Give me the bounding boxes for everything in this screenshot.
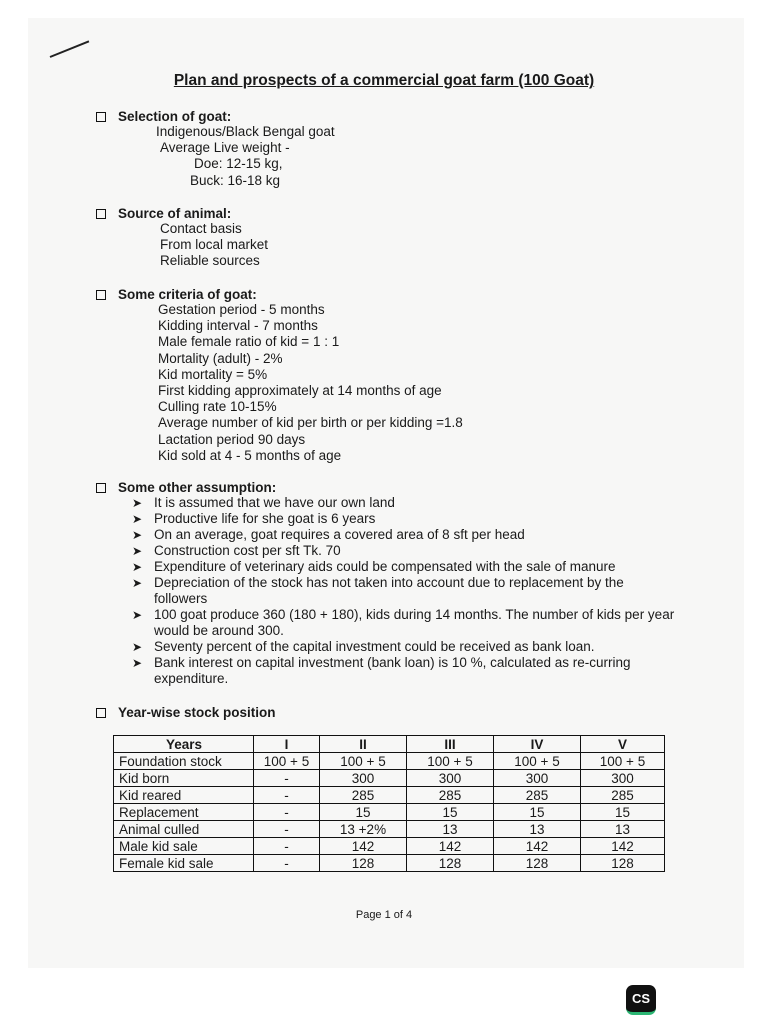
table-cell: 100 + 5 [494,753,581,770]
table-cell: 285 [581,787,665,804]
table-row [114,770,665,787]
table-cell: 142 [320,838,407,855]
table-cell: 13 [407,821,494,838]
checkbox-icon [96,483,106,493]
list-item: ➤ Productive life for she goat is 6 years [132,511,376,526]
table-cell: 100 + 5 [407,753,494,770]
text-line: Culling rate 10-15% [158,399,277,415]
text-line: Indigenous/Black Bengal goat [156,124,335,139]
table-cell: - [254,838,320,855]
arrow-bullet-icon: ➤ [132,656,143,670]
table-cell: 300 [581,770,665,787]
section-assumptions [96,480,714,687]
page-title: Plan and prospects of a commercial goat farm (100 Goat) [173,72,595,89]
row-label: Animal culled [114,821,254,838]
list-item: ➤ Seventy percent of the capital investment could be received as bank loan. [132,639,595,654]
table-cell: 285 [407,787,494,804]
table-cell: 128 [581,855,665,872]
table-cell: - [254,770,320,787]
camscanner-logo: CS [626,985,656,1015]
text-line: Mortality (adult) - 2% [158,350,283,366]
text-line: Contact basis [160,221,242,236]
checkbox-icon [96,290,106,300]
table-cell: 100 + 5 [581,753,665,770]
table-cell: 142 [494,838,581,855]
text-line: Buck: 16-18 kg [190,172,281,188]
table-cell: - [254,855,320,872]
arrow-bullet-icon: ➤ [132,496,143,510]
stock-table [113,735,665,872]
section-heading: Source of animal: [118,206,232,221]
table-row [114,753,665,770]
table-cell: 285 [320,787,407,804]
checkbox-icon [96,708,106,718]
column-header: II [320,736,407,753]
table-cell: 15 [407,804,494,821]
section-criteria [96,287,463,464]
column-header: V [581,736,665,753]
table-row [114,804,665,821]
list-item: ➤ Expenditure of veterinary aids could be compensated with the sale of manure [132,559,616,574]
row-label: Kid reared [114,787,254,804]
text-line: Average Live weight - [160,140,290,156]
column-header: Years [114,736,254,753]
text-line: Reliable sources [160,253,260,269]
list-item: ➤ Depreciation of the stock has not taken into account due to replacement by the followers [132,575,624,606]
arrow-bullet-icon: ➤ [132,576,143,590]
text-line: Kid sold at 4 - 5 months of age [158,447,342,463]
arrow-bullet-icon: ➤ [132,512,143,526]
table-cell: 13 +2% [320,821,407,838]
table-cell: 13 [494,821,581,838]
list-item: ➤ 100 goat produce 360 (180 + 180), kids during 14 months. The number of kids per year would be around 300. [132,607,675,638]
arrow-bullet-icon: ➤ [132,608,143,622]
section-heading: Year-wise stock position [118,705,276,720]
arrow-bullet-icon: ➤ [132,544,143,558]
table-cell: - [254,804,320,821]
table-cell: 15 [320,804,407,821]
section-heading: Some criteria of goat: [118,287,257,302]
table-header-row [114,736,665,753]
column-header: I [254,736,320,753]
arrow-bullet-icon: ➤ [132,528,143,542]
table-cell: 142 [581,838,665,855]
table-cell: 15 [581,804,665,821]
table-cell: 128 [320,855,407,872]
table-cell: 300 [407,770,494,787]
column-header: IV [494,736,581,753]
text-line: Doe: 12-15 kg, [194,156,283,172]
table-cell: 128 [494,855,581,872]
row-label: Female kid sale [114,855,254,872]
table-cell: - [254,821,320,838]
row-label: Foundation stock [114,753,254,770]
table-row [114,787,665,804]
text-line: Lactation period 90 days [158,431,306,447]
arrow-bullet-icon: ➤ [132,560,143,574]
table-cell: 285 [494,787,581,804]
text-line: Average number of kid per birth or per kidding =1.8 [158,415,463,431]
section-source [96,206,268,270]
table-cell: 13 [581,821,665,838]
table-cell: 100 + 5 [320,753,407,770]
row-label: Male kid sale [114,838,254,855]
text-line: Kidding interval - 7 months [158,318,318,334]
text-line: First kidding approximately at 14 months of age [158,383,442,399]
table-cell: 100 + 5 [254,753,320,770]
arrow-bullet-icon: ➤ [132,640,143,654]
section-heading: Selection of goat: [118,109,232,124]
list-item: ➤ Construction cost per sft Tk. 70 [132,543,341,558]
checkbox-icon [96,112,106,122]
table-cell: - [254,787,320,804]
section-heading: Some other assumption: [118,480,277,495]
page-number: Page 1 of 4 [355,909,413,921]
table-cell: 128 [407,855,494,872]
checkbox-icon [96,209,106,219]
section-stock [96,705,276,720]
table-cell: 300 [320,770,407,787]
text-line: Kid mortality = 5% [158,366,268,382]
table-cell: 142 [407,838,494,855]
list-item: ➤ On an average, goat requires a covered area of 8 sft per head [132,527,525,542]
table-cell: 300 [494,770,581,787]
section-selection [96,109,335,189]
text-line: From local market [160,237,269,253]
text-line: Male female ratio of kid = 1 : 1 [158,334,340,350]
table-cell: 15 [494,804,581,821]
list-item: ➤ Bank interest on capital investment (bank loan) is 10 %, calculated as re-curring expenditure. [132,655,631,686]
row-label: Replacement [114,804,254,821]
column-header: III [407,736,494,753]
list-item: ➤ It is assumed that we have our own land [132,495,395,510]
table-row [114,821,665,838]
row-label: Kid born [114,770,254,787]
table-row [114,855,665,872]
text-line: Gestation period - 5 months [158,302,325,317]
table-row [114,838,665,855]
